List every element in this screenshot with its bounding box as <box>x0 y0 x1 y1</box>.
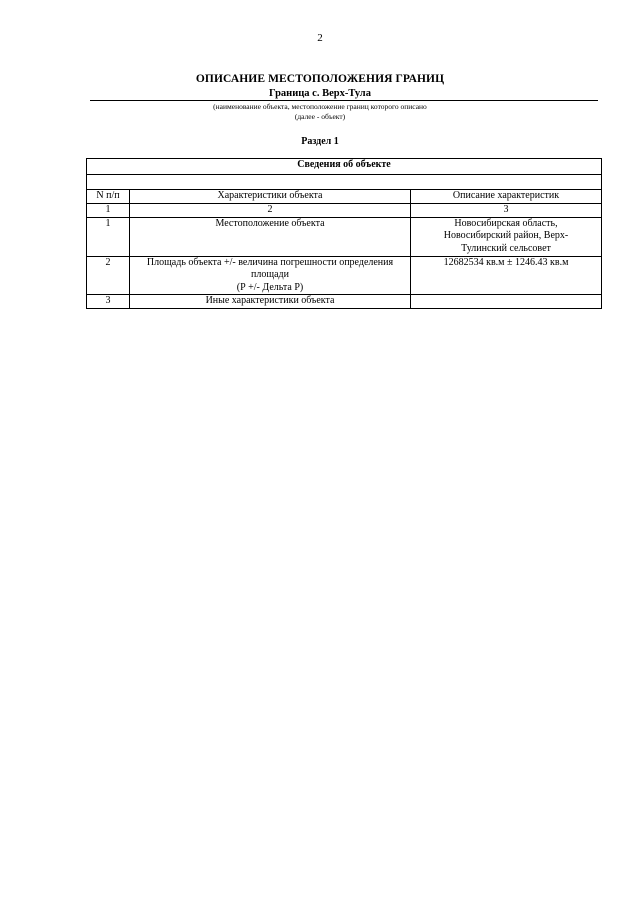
row-number: 1 <box>87 217 130 256</box>
characteristic-line: (Р +/- Дельта Р) <box>236 281 304 293</box>
object-name-underline <box>90 100 598 101</box>
characteristic-line: площади <box>251 269 289 280</box>
description-line: Тулинский сельсовет <box>461 242 551 254</box>
section-title: Раздел 1 <box>301 136 339 147</box>
column-header-characteristic: Характеристики объекта <box>130 190 411 204</box>
object-name-caption: (наименование объекта, местоположение границ которого описано <box>213 102 427 111</box>
table-row <box>87 217 602 256</box>
table-column-number-row <box>87 204 602 218</box>
row-characteristic <box>130 256 411 295</box>
object-name-caption-continued: (далее - объект) <box>294 112 346 121</box>
table-row <box>87 256 602 295</box>
column-header-number: N п/п <box>87 190 130 204</box>
column-number-3: 3 <box>411 204 602 218</box>
column-header-description: Описание характеристик <box>411 190 602 204</box>
table-heading-row <box>87 159 602 175</box>
object-name: Граница с. Верх-Тула <box>269 88 371 99</box>
page-number: 2 <box>317 32 323 44</box>
row-description <box>411 295 602 309</box>
row-characteristic: Местоположение объекта <box>130 217 411 256</box>
table-row <box>87 295 602 309</box>
characteristic-line: Площадь объекта +/- величина погрешности определения <box>146 256 394 268</box>
description-line: Новосибирская область, <box>454 217 558 229</box>
row-description <box>411 217 602 256</box>
row-number: 2 <box>87 256 130 295</box>
description-line: Новосибирский район, Верх- <box>443 230 569 241</box>
document-title: ОПИСАНИЕ МЕСТОПОЛОЖЕНИЯ ГРАНИЦ <box>195 73 445 85</box>
row-characteristic: Иные характеристики объекта <box>130 295 411 309</box>
column-number-1: 1 <box>87 204 130 218</box>
table-heading: Сведения об объекте <box>87 159 602 175</box>
object-info-table <box>86 158 602 309</box>
table-spacer-cell <box>87 175 602 190</box>
table-column-header-row <box>87 190 602 204</box>
row-number: 3 <box>87 295 130 309</box>
column-number-2: 2 <box>130 204 411 218</box>
table-spacer-row <box>87 175 602 190</box>
row-description: 12682534 кв.м ± 1246.43 кв.м <box>411 256 602 295</box>
